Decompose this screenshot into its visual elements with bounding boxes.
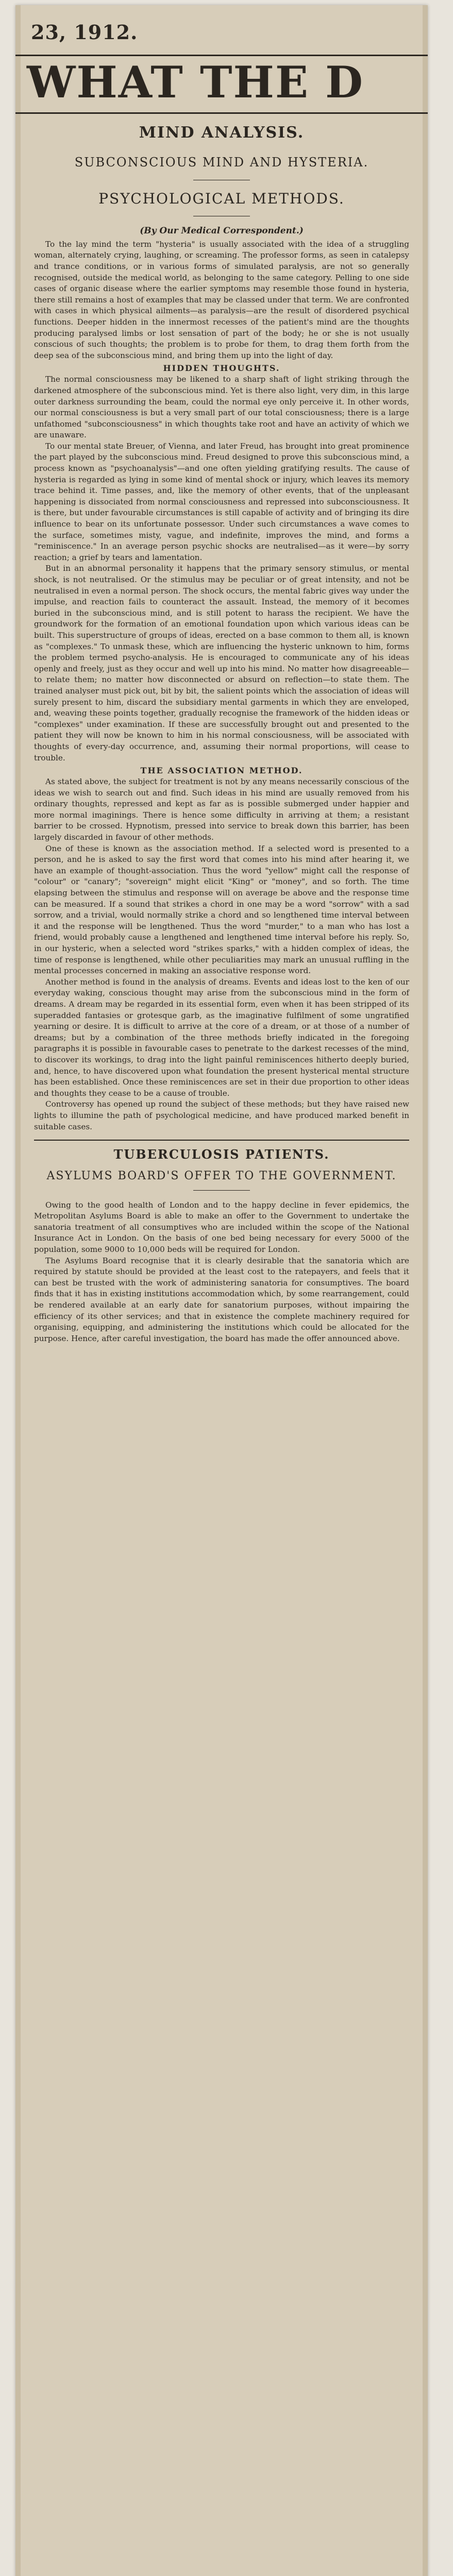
article2-deck-divider <box>193 1190 250 1191</box>
masthead-rule-top <box>15 55 428 56</box>
article2-body <box>34 1200 409 1345</box>
article-subdeck: PSYCHOLOGICAL METHODS. <box>98 190 345 208</box>
paragraph: As stated above, the subject for treatment is not by any means necessarily conscious of the ideas we wish to search out and find. Such ideas in his mind are usually removed from his ordinary thoughts, repressed and kept as far as is possible submerged under happier and more normal imaginings. There is hence some difficulty in arriving at them; a resistant barrier to be crossed. Hypnotism, pressed into service to break down this barrier, has been largely discarded in favour of other methods. <box>34 777 409 842</box>
paragraph: To the lay mind the term "hysteria" is usually associated with the idea of a struggling woman, alternately crying, laughing, or screaming. The professor forms, as seen in catalepsy and trance conditions, or in various forms of simulated paralysis, are not so generally recognised, outside the medical world, as belonging to the same category. Pelling to one side cases of organic disease where the earlier symptoms may resemble those found in hysteria, there still remains a host of examples that may be classed under that term. We are confronted with cases in which physical ailments—as paralysis—are the result of disordered psychical functions. Deeper hidden in the innermost recesses of the patient's mind are the thoughts producing paralysed limbs or lost sensation of part of the body; he or she is not usually conscious of such thoughts; the problem is to probe for them, to drag them forth from the deep sea of the subconscious mind, and bring them up into the light of day. <box>34 239 409 360</box>
issue-date: 23, 1912. <box>31 21 138 44</box>
paragraph: Controversy has opened up round the subject of these methods; but they have raised new lights to illumine the path of psychological medicine, and have produced marked benefit in suitable cases. <box>34 1099 409 1131</box>
masthead-title: WHAT THE D <box>27 57 364 108</box>
section-heading-association-method: THE ASSOCIATION METHOD. <box>140 766 303 776</box>
article-separator <box>34 1140 409 1141</box>
paragraph: The normal consciousness may be likened to a sharp shaft of light striking through the darkened atmosphere of the subconscious mind. Yet is there also light, very dim, in this large outer darkness surrounding the beam, could the normal eye only perceive it. In other words, our normal consciousness is but a very small part of our total consciousness; there is a large unfathomed "subconsciousness" in which thoughts take root and have an activity of which we are unaware. <box>34 375 409 440</box>
masthead-rule-bottom <box>15 112 428 114</box>
paragraph: Owing to the good health of London and to the happy decline in fever epidemics, the Metropolitan Asylums Board is able to make an offer to the Government to undertake the sanatoria treatment of all consumptives who are included within the scope of the National Insurance Act in London. On the basis of one bed being necessary for every 5000 of the population, some 9000 to 10,000 beds will be required for London. <box>34 1200 409 1255</box>
clipping-edge-left <box>15 5 21 2576</box>
paragraph: Another method is found in the analysis of dreams. Events and ideas lost to the ken of our everyday waking, conscious thought may arise from the subconscious mind in the form of dreams. A dream may be regarded in its essential form, even when it has been stripped of its superadded fantasies or grotesque garb, as the imaginative fulfilment of some ungratified yearning or desire. It is difficult to arrive at the core of a dream, or at those of a number of dreams; but by a combination of the three methods briefly indicated in the foregoing paragraphs it is possible in favourable cases to penetrate to the darkest recesses of the mind, to discover its workings, to drag into the light painful reminiscences hitherto deeply buried, and, hence, to have discovered upon what foundation the present hysterical mental structure has been established. Once these reminiscences are set in their due proportion to other ideas and thoughts they cease to be a cause of trouble. <box>34 977 409 1098</box>
clipping-edge-right <box>423 5 428 2576</box>
paragraph: The Asylums Board recognise that it is clearly desirable that the sanatoria which are required by statute should be provided at the least cost to the ratepayers, and feels that it can best be trusted with the work of administering sanatoria for consumptives. The board finds that it has in existing institutions accommodation which, by some rearrangement, could be rendered available at an early date for sanatorium purposes, without impairing the efficiency of its other services; and that in existence the complete machinery required for organising, equipping, and administering the institutions which could be allocated for the purpose. Hence, after careful investigation, the board has made the offer announced above. <box>34 1256 409 1343</box>
article2-headline: TUBERCULOSIS PATIENTS. <box>113 1147 330 1162</box>
article2-deck: ASYLUMS BOARD'S OFFER TO THE GOVERNMENT. <box>46 1170 397 1183</box>
article-headline: MIND ANALYSIS. <box>139 124 305 142</box>
paragraph: One of these is known as the association method. If a selected word is presented to a person, and he is asked to say the first word that comes into his mind after hearing it, we have an example of thought-association. Thus the word "yellow" might call the response of "colour" or "canary"; "sovereign" might elicit "King" or "money", and so forth. The time elapsing between the stimulus and response will on average be above and the response time can be measured. If a sound that strikes a chord in one may be a word "sorrow" with a sad sorrow, and a trivial, would normally strike a chord and so lengthened time interval between it and the response will be lengthened. Thus the word "murder," to a man who has lost a friend, would probably cause a lengthened and lengthened time interval before his reply. So, in our hysteric, when a selected word "strikes sparks," with a hidden complex of ideas, the time of response is lengthened, while other peculiarities may mark an unusual ruffling in the mental processes concerned in making an associative response word. <box>34 843 409 976</box>
article-mind-analysis <box>34 124 409 1344</box>
article-deck: SUBCONSCIOUS MIND AND HYSTERIA. <box>74 155 369 170</box>
paragraph: To our mental state Breuer, of Vienna, and later Freud, has brought into great prominence the part played by the subconscious mind. Freud designed to prove this subconscious mind, a process known as "psychoanalysis"—and one often yielding gratifying results. The cause of hysteria is regarded as lying in some kind of mental shock or injury, which leaves its memory trace behind it. Time passes, and, like the memory of other events, that of the unpleasant happening is dissociated from normal consciousness and repressed into subconsciousness. It is there, but under favourable circumstances is still capable of activity and of bringing its dire influence to bear on its unfortunate possessor. Under such circumstances a wave comes to the surface, sometimes misty, vague, and indefinite, improves the mind, and forms a "reminiscence." In an average person psychic shocks are neutralised—as it were—by sorry reaction; a grief by tears and lamentation. <box>34 441 409 562</box>
section-heading-hidden-thoughts: HIDDEN THOUGHTS. <box>163 363 280 374</box>
newspaper-clipping <box>15 5 428 2576</box>
article-body <box>34 239 409 1132</box>
article-byline: (By Our Medical Correspondent.) <box>140 225 304 236</box>
paragraph: But in an abnormal personality it happens that the primary sensory stimulus, or mental shock, is not neutralised. Or the stimulus may be peculiar or of great intensity, and not be neutralised in even a normal person. The shock occurs, the mental fabric gives way under the impulse, and reaction fails to counteract the assault. Instead, the memory of it becomes buried in the subconscious mind, and is still potent to harass the recipient. We have the groundwork for the formation of an emotional foundation upon which various ideas can be built. This superstructure of groups of ideas, erected on a base common to them all, is known as "complexes." To unmask these, which are influencing the hysteric unknown to him, forms the problem termed psycho-analysis. He is encouraged to communicate any of his ideas openly and freely, just as they occur and well up into his mind. No matter how disagreeable—to relate them; no matter how disconnected or absurd on reflection—to state them. The trained analyser must pick out, bit by bit, the salient points which the association of ideas will surely present to him, discard the subsidiary mental garments in which they are enveloped, and, weaving these points together, gradually recognise the framework of the hidden ideas or "complexes" under examination. If these are successfully brought out and presented to the patient they will now be known to him in his normal consciousness, will be associated with thoughts of every-day occurrence, and, assuming their normal proportions, will cease to trouble. <box>34 564 409 762</box>
